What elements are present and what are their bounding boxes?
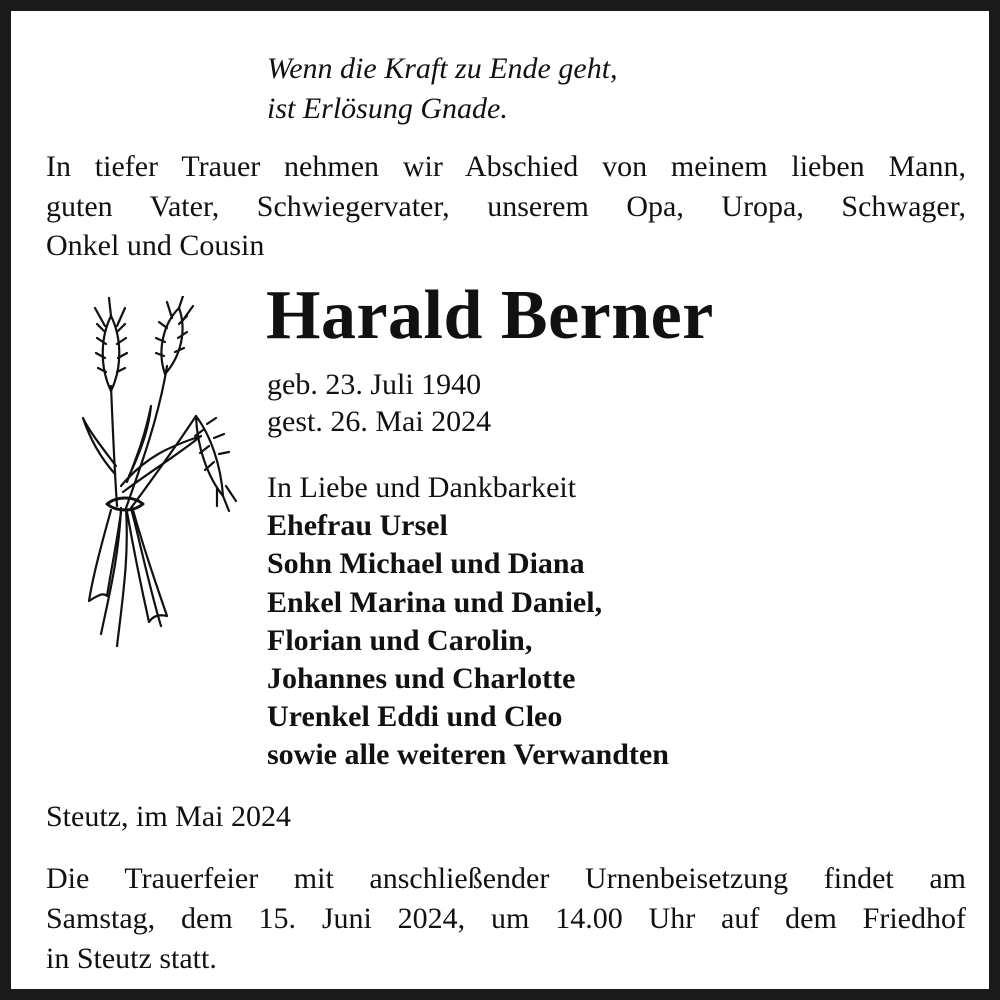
mourner-line: Ehefrau Ursel <box>267 509 448 543</box>
ceremony-details <box>46 859 966 979</box>
wheat-ear-middle <box>156 296 193 374</box>
intro-line-3: Onkel und Cousin <box>46 229 265 262</box>
quote-line-2: ist Erlösung Gnade. <box>267 92 508 125</box>
ceremony-line-3: in Steutz statt. <box>46 942 217 975</box>
life-dates <box>267 366 491 440</box>
mourner-line: Florian und Carolin, <box>267 623 533 657</box>
mourner-line: sowie alle weiteren Verwandten <box>267 738 669 772</box>
deceased-name: Harald Berner <box>266 277 714 354</box>
intro-text <box>46 147 966 266</box>
wheat-bundle-icon <box>71 296 241 656</box>
intro-line-1: In tiefer Trauer nehmen wir Abschied von meinem lieben Mann, <box>46 150 966 183</box>
mourners-heading: In Liebe und Dankbarkeit <box>267 471 577 504</box>
birth-date: geb. 23. Juli 1940 <box>267 368 482 401</box>
place-and-date: Steutz, im Mai 2024 <box>46 800 291 833</box>
mourner-line: Johannes und Charlotte <box>267 662 576 696</box>
mourner-line: Sohn Michael und Diana <box>267 547 585 581</box>
memorial-quote <box>267 49 618 129</box>
ceremony-line-1: Die Trauerfeier mit anschließender Urnenbeisetzung findet am <box>46 862 966 895</box>
wheat-ear-right <box>195 416 236 511</box>
ceremony-line-2: Samstag, dem 15. Juni 2024, um 14.00 Uhr auf dem Friedhof <box>46 902 966 935</box>
death-date: gest. 26. Mai 2024 <box>267 405 492 438</box>
wheat-ear-left <box>95 298 127 391</box>
quote-line-1: Wenn die Kraft zu Ende geht, <box>267 52 618 85</box>
mourner-line: Enkel Marina und Daniel, <box>267 585 603 619</box>
mourner-line: Urenkel Eddi und Cleo <box>267 700 563 734</box>
intro-line-2: guten Vater, Schwiegervater, unserem Opa, Uropa, Schwager, <box>46 189 966 223</box>
mourners-list <box>267 469 669 775</box>
